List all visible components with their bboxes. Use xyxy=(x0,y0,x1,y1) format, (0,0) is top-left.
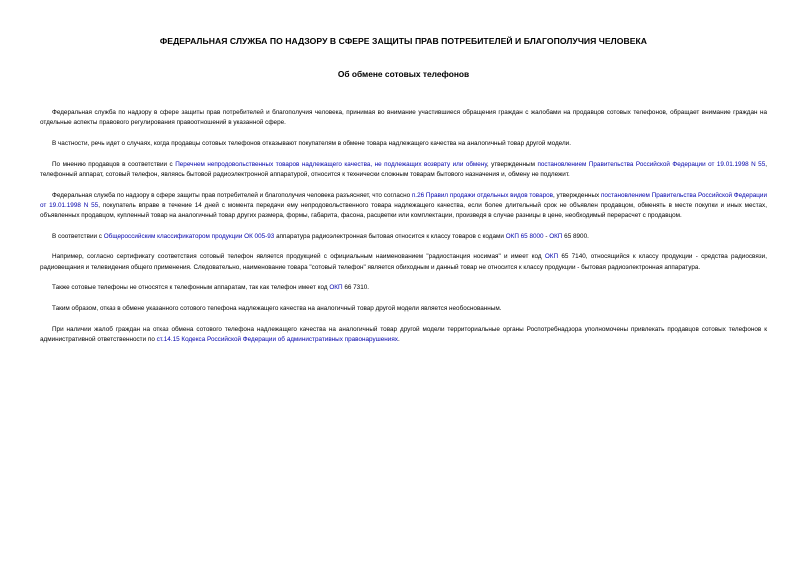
text-span: , утвержденным xyxy=(486,160,538,168)
text-span: По мнению продавцов в соответствии с xyxy=(52,160,176,168)
text-span: В соответствии с xyxy=(52,232,104,240)
text-span: 66 7310. xyxy=(342,284,370,292)
paragraph-enforcement xyxy=(40,325,767,345)
text-span: аппаратура радиоэлектронная бытовая относится к классу товаров с кодами xyxy=(274,232,506,240)
document-subtitle: Об обмене сотовых телефонов xyxy=(337,69,470,79)
link-government-decree-55[interactable]: постановлением Правительства Российской Федерации от 19.01.1998 N 55 xyxy=(537,160,766,168)
text-span: Например, согласно сертификату соответствия сотовый телефон является продукцией с официальным наименованием "радиостанция носимая" и имеет код xyxy=(52,253,545,261)
paragraph-certificate-example xyxy=(40,252,767,272)
text-span: При наличии жалоб граждан на отказ обмена сотового телефона надлежащего качества на аналогичный товар другой модели территориальные органы Роспотребнадзора уполномочены привлекать продавцов сотовых телефонов к административной ответственности по xyxy=(40,325,767,343)
link-sales-rules-p26[interactable]: п.26 Правил продажи отдельных видов товаров xyxy=(411,191,554,199)
paragraph-telephone-code xyxy=(40,283,767,293)
document-title: ФЕДЕРАЛЬНАЯ СЛУЖБА ПО НАДЗОРУ В СФЕРЕ ЗАЩИТЫ ПРАВ ПОТРЕБИТЕЛЕЙ И БЛАГОПОЛУЧИЯ ЧЕЛОВЕКА xyxy=(159,36,648,46)
document-body xyxy=(40,108,767,345)
text-span: , телефонный аппарат, сотовый телефон, являясь бытовой радиоэлектронной аппаратурой, относится к технически сложным товарам бытового назначения и, обмену не подлежит. xyxy=(40,160,768,178)
link-okp-3[interactable]: ОКП xyxy=(329,284,343,292)
paragraph-refusal-cases: В частности, речь идет о случаях, когда продавцы сотовых телефонов отказывают покупателям в обмене товара надлежащего качества на аналогичный товар другой модели. xyxy=(52,139,571,147)
paragraph-clarification xyxy=(40,191,767,222)
paragraph-sellers-opinion xyxy=(40,160,767,180)
link-government-decree-55-2[interactable]: постановлением Правительства Российской Федерации от 19.01.1998 N 55 xyxy=(40,191,767,209)
link-okp[interactable]: ОКП xyxy=(549,232,563,240)
text-span: , покупатель вправе в течение 14 дней с момента передачи ему непродовольственного товара надлежащего качества, если более длительный срок не объявлен продавцом, обменять в месте покупки и иных местах, объявленных продавцом, купленный товар на аналогичный товар других размера, формы, габарита, фасона, расцветки или комплектации, произведя в случае разницы в цене, необходимый перерасчет с продавцом. xyxy=(40,201,767,219)
paragraph-conclusion: Таким образом, отказ в обмене указанного сотового телефона надлежащего качества на аналогичный товар другой модели является необоснованным. xyxy=(52,304,502,312)
link-okp-2[interactable]: ОКП xyxy=(544,253,559,261)
link-okp-658000[interactable]: ОКП 65 8000 xyxy=(505,232,544,240)
link-ok-005-93[interactable]: Общероссийским классификатором продукции ОК 005-93 xyxy=(103,232,275,240)
text-span: . xyxy=(397,335,400,343)
paragraph-classifier xyxy=(40,232,767,242)
text-span: 65 7140, относящийся к классу продукции - средства радиосвязи, радиовещания и телевидения общего применения. Следовательно, наименование товара "сотовый телефон" является обиходным и данный товар не относится к классу продукции - бытовая радиоэлектронная аппаратура. xyxy=(40,253,767,271)
link-koap-14-15[interactable]: ст.14.15 Кодекса Российской Федерации об административных правонарушениях xyxy=(156,335,398,343)
text-span: Также сотовые телефоны не относятся к телефонным аппаратам, так как телефон имеет код xyxy=(52,284,330,292)
text-span: 65 8900. xyxy=(562,232,589,240)
text-span: - xyxy=(543,232,550,240)
text-span: Федеральная служба по надзору в сфере защиты прав потребителей и благополучия человека разъясняет, что согласно xyxy=(52,191,412,199)
text-span: , утвержденных xyxy=(553,191,601,199)
paragraph-intro: Федеральная служба по надзору в сфере защиты прав потребителей и благополучия человека, принимая во внимание участившиеся обращения граждан с жалобами на продавцов сотовых телефонов, обращает внимание граждан на отдельные аспекты правового регулирования правоотношений в указанной сфере. xyxy=(40,109,767,127)
link-nonreturnable-goods-list[interactable]: Перечнем непродовольственных товаров надлежащего качества, не подлежащих возврату или обмену xyxy=(175,160,487,168)
